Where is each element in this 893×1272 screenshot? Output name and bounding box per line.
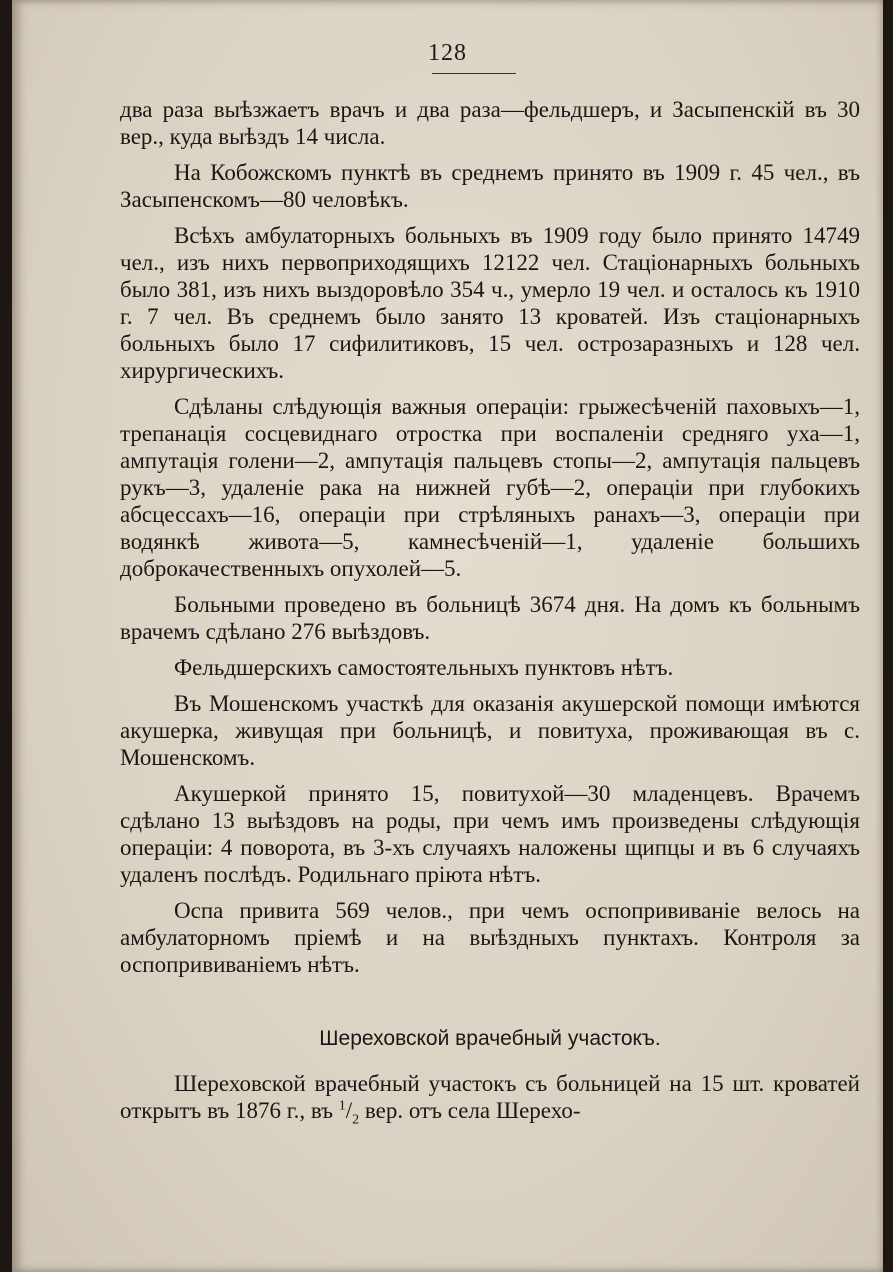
- page-body: [120, 96, 860, 1133]
- paragraph-obstetric-help: Въ Мошенскомъ участкѣ для оказанія акушерской помощи имѣются акушерка, живущая при больницѣ, и повитуха, проживающая въ с. Мошенскомъ.: [120, 691, 860, 770]
- paragraph-operations: Сдѣланы слѣдующія важныя операціи: грыжесѣченій паховыхъ—1, трепанація сосцевиднаго отростка при воспаленіи средняго уха—1, ампутація голени—2, ампутація пальцевъ стопы—2, ампутація пальцевъ рукъ—3, удаленіе рака на нижней губѣ—2, операціи при глубокихъ абсцессахъ—16, операціи при стрѣляныхъ ранахъ—3, операціи при водянкѣ живота—5, камнесѣченій—1, удаленіе большихъ доброкачественныхъ опухолей—5.: [120, 394, 860, 581]
- section-heading: Шереховской врачебный участокъ.: [319, 1027, 661, 1050]
- paragraph-feldsher-points: Фельдшерскихъ самостоятельныхъ пунктовъ нѣтъ.: [174, 655, 674, 680]
- fraction-numerator: 1: [338, 1098, 346, 1114]
- book-page: [12, 0, 883, 1272]
- paragraph-deliveries: Акушеркой принято 15, повитухой—30 младенцевъ. Врачемъ сдѣлано 13 выѣздовъ на роды, при чемъ имъ произведены слѣдующія операціи: 4 поворота, въ 3-хъ случаяхъ наложены щипцы и въ 6 случаяхъ удаленъ послѣдъ. Родильнаго пріюта нѣтъ.: [120, 781, 860, 887]
- paragraph-sherekhov-hospital: [120, 1070, 860, 1128]
- paragraph-continuation: два раза выѣзжаетъ врачъ и два раза—фельдшеръ, и Засыпенскій въ 30 вер., куда выѣздъ 14 числа.: [120, 97, 860, 149]
- page-number: 128: [428, 40, 467, 66]
- paragraph-kobozh-point: На Кобожскомъ пунктѣ въ среднемъ принято въ 1909 г. 45 чел., въ Засыпенскомъ—80 человѣкъ.: [120, 160, 860, 212]
- paragraph-hospital-days: Больными проведено въ больницѣ 3674 дня. На домъ къ больнымъ врачемъ сдѣлано 276 выѣздовъ.: [120, 592, 860, 644]
- paragraph-vaccination: Оспа привита 569 челов., при чемъ оспопрививаніе велось на амбулаторномъ пріемѣ и на выѣздныхъ пунктахъ. Контроля за оспопрививаніемъ нѣтъ.: [120, 898, 860, 977]
- paragraph-patient-statistics: Всѣхъ амбулаторныхъ больныхъ въ 1909 году было принято 14749 чел., изъ нихъ первоприходящихъ 12122 чел. Стаціонарныхъ больныхъ было 381, изъ нихъ выздоровѣло 354 ч., умерло 19 чел. и осталось къ 1910 г. 7 чел. Въ среднемъ было занято 13 кроватей. Изъ стаціонарныхъ больныхъ было 17 сифилитиковъ, 15 чел. острозаразныхъ и 128 чел. хирургическихъ.: [120, 223, 860, 383]
- final-paragraph-text: Шереховской врачебный участокъ съ больницей на 15 шт. кроватей открытъ въ 1876 г., въ: [120, 1071, 860, 1123]
- final-paragraph-tail: вер. отъ села Шерехо-: [359, 1098, 581, 1123]
- fraction-slash: /: [345, 1098, 353, 1123]
- fraction-denominator: 2: [352, 1112, 360, 1128]
- page-number-underline: [432, 73, 516, 74]
